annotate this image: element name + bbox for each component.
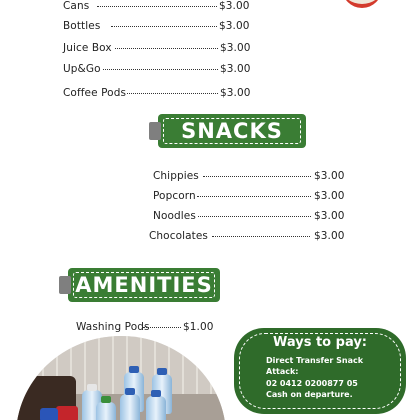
list-item-drink xyxy=(63,20,253,34)
item-price: $3.00 xyxy=(314,190,345,202)
water-bottle xyxy=(120,394,140,420)
list-item-drink xyxy=(63,0,253,14)
payment-info-box xyxy=(234,328,406,414)
drink-can xyxy=(56,406,78,420)
list-item-snack xyxy=(153,190,353,204)
item-label: Popcorn xyxy=(153,190,196,202)
item-label: Cans xyxy=(63,0,90,12)
dot-leader xyxy=(103,69,218,70)
item-price: $3.00 xyxy=(314,170,345,182)
item-label: Bottles xyxy=(63,20,101,32)
item-label: Washing Pods xyxy=(76,321,150,333)
dot-leader xyxy=(203,176,311,177)
dot-leader xyxy=(111,26,217,27)
item-label: Up&Go xyxy=(63,63,101,75)
list-item-drink xyxy=(63,63,253,77)
drink-can xyxy=(40,408,58,420)
snacks-banner xyxy=(158,114,306,148)
dot-leader xyxy=(115,48,218,49)
item-label: Coffee Pods xyxy=(63,87,127,99)
dot-leader xyxy=(97,6,217,7)
list-item-snack xyxy=(153,210,353,224)
dot-leader xyxy=(197,196,311,197)
dot-leader xyxy=(127,93,218,94)
section-heading: AMENITIES xyxy=(75,273,213,297)
dot-leader xyxy=(212,236,310,237)
payment-line: Direct Transfer Snack xyxy=(266,356,364,365)
section-heading: SNACKS xyxy=(181,119,283,143)
amenities-banner xyxy=(68,268,220,302)
item-price: $3.00 xyxy=(314,230,345,242)
dot-leader xyxy=(198,216,311,217)
item-price: $1.00 xyxy=(183,321,214,333)
decorative-circle xyxy=(342,0,382,8)
dot-leader xyxy=(143,327,181,328)
list-item-drink xyxy=(63,42,253,56)
payment-line: Attack: xyxy=(266,367,299,376)
item-price: $3.00 xyxy=(219,0,250,12)
item-price: $3.00 xyxy=(220,42,251,54)
list-item-amenity xyxy=(76,321,216,335)
list-item-drink xyxy=(63,87,253,101)
drinks-photo xyxy=(16,336,226,420)
item-label: Chocolates xyxy=(149,230,209,242)
payment-line: 02 0412 0200877 05 xyxy=(266,379,358,388)
item-price: $3.00 xyxy=(220,87,251,99)
list-item-snack xyxy=(153,170,353,184)
item-price: $3.00 xyxy=(219,20,250,32)
item-label: Juice Box xyxy=(63,42,112,54)
item-price: $3.00 xyxy=(220,63,251,75)
item-label: Chippies xyxy=(153,170,199,182)
payment-line: Cash on departure. xyxy=(266,390,353,399)
item-label: Noodles xyxy=(153,210,196,222)
payment-title: Ways to pay: xyxy=(272,335,367,350)
water-bottle xyxy=(146,396,166,420)
water-bottle xyxy=(96,402,116,420)
list-item-snack xyxy=(149,230,353,244)
item-price: $3.00 xyxy=(314,210,345,222)
